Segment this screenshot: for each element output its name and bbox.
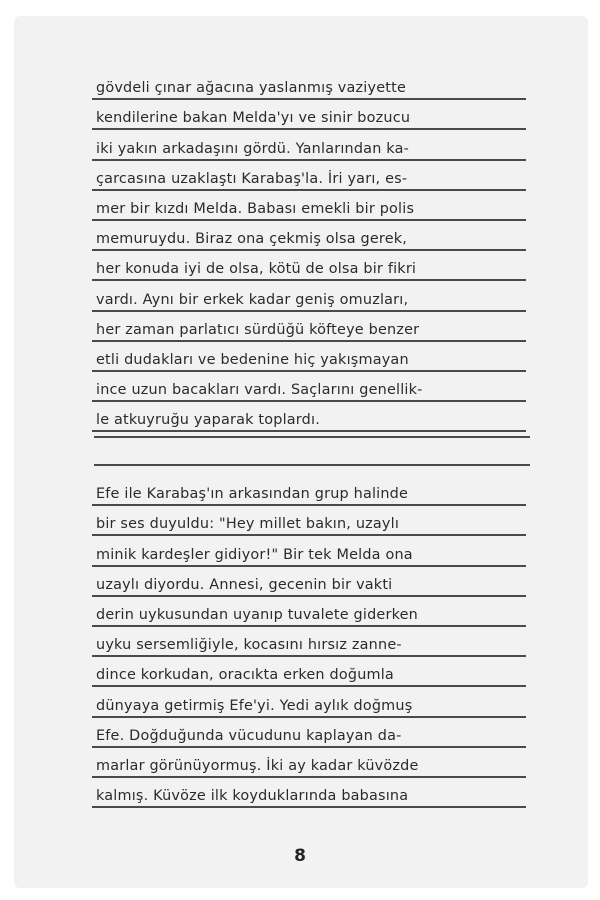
underline-rule	[92, 625, 526, 627]
underline-rule	[92, 746, 526, 748]
text-line	[78, 344, 526, 374]
line-text: çarcasına uzaklaştı Karabaş'la. İri yarı, es-	[96, 170, 408, 187]
text-line	[78, 374, 526, 404]
text-line	[78, 780, 526, 810]
underline-rule	[92, 279, 526, 281]
line-text: dince korkudan, oracıkta erken doğumla	[96, 667, 394, 684]
text-line	[78, 163, 526, 193]
text-line	[78, 720, 526, 750]
line-text: kalmış. Küvöze ilk koyduklarında babasına	[96, 788, 409, 805]
text-line	[78, 132, 526, 162]
underline-rule	[92, 534, 526, 536]
text-line	[78, 102, 526, 132]
text-line	[78, 478, 526, 508]
underline-rule	[92, 685, 526, 687]
line-text: iki yakın arkadaşını gördü. Yanlarından ka-	[96, 140, 409, 157]
line-text: her zaman parlatıcı sürdüğü köfteye benzer	[96, 321, 420, 338]
text-line	[78, 750, 526, 780]
text-line	[78, 404, 526, 434]
text-line	[78, 223, 526, 253]
underline-rule	[92, 655, 526, 657]
line-text: ince uzun bacakları vardı. Saçlarını genellik-	[96, 382, 423, 399]
underline-rule	[92, 189, 526, 191]
underline-rule	[92, 249, 526, 251]
page-number: 8	[294, 846, 306, 866]
underline-rule	[92, 159, 526, 161]
underline-rule	[92, 430, 526, 432]
line-text: her konuda iyi de olsa, kötü de olsa bir fikri	[96, 261, 417, 278]
line-text: memuruydu. Biraz ona çekmiş olsa gerek,	[96, 231, 408, 248]
underline-rule	[92, 806, 526, 808]
line-text: Efe ile Karabaş'ın arkasından grup halinde	[96, 486, 409, 503]
line-text: bir ses duyuldu: "Hey millet bakın, uzaylı	[96, 516, 400, 533]
text-line	[78, 283, 526, 313]
line-text: Efe. Doğduğunda vücudunu kaplayan da-	[96, 727, 402, 744]
text-line	[78, 599, 526, 629]
text-line	[78, 193, 526, 223]
underline-rule	[92, 340, 526, 342]
line-text: gövdeli çınar ağacına yaslanmış vaziyette	[96, 80, 407, 97]
line-text: etli dudakları ve bedenine hiç yakışmayan	[96, 351, 409, 368]
blank-rule-line	[94, 464, 530, 466]
underline-rule	[92, 716, 526, 718]
line-text: marlar görünüyormuş. İki ay kadar küvözde	[96, 757, 419, 774]
underline-rule	[92, 98, 526, 100]
paragraph-2	[78, 478, 526, 810]
text-line	[78, 253, 526, 283]
underline-rule	[92, 504, 526, 506]
text-line	[78, 629, 526, 659]
line-text: dünyaya getirmiş Efe'yi. Yedi aylık doğmuş	[96, 697, 413, 714]
text-line	[78, 689, 526, 719]
blank-rule-line	[94, 436, 530, 438]
line-text: mer bir kızdı Melda. Babası emekli bir polis	[96, 200, 415, 217]
underline-rule	[92, 776, 526, 778]
underline-rule	[92, 219, 526, 221]
text-line	[78, 72, 526, 102]
underline-rule	[92, 370, 526, 372]
line-text: minik kardeşler gidiyor!" Bir tek Melda ona	[96, 546, 413, 563]
line-text: uyku sersemliğiyle, kocasını hırsız zanne-	[96, 637, 402, 654]
line-text: derin uykusundan uyanıp tuvalete giderken	[96, 606, 418, 623]
line-text: vardı. Aynı bir erkek kadar geniş omuzları,	[96, 291, 409, 308]
text-line	[78, 508, 526, 538]
underline-rule	[92, 128, 526, 130]
text-line	[78, 569, 526, 599]
line-text: le atkuyruğu yaparak toplardı.	[96, 412, 320, 429]
text-line	[78, 659, 526, 689]
text-line	[78, 314, 526, 344]
underline-rule	[92, 400, 526, 402]
underline-rule	[92, 595, 526, 597]
underline-rule	[92, 565, 526, 567]
paragraph-1	[78, 72, 526, 434]
line-text: uzaylı diyordu. Annesi, gecenin bir vakti	[96, 576, 393, 593]
text-line	[78, 538, 526, 568]
line-text: kendilerine bakan Melda'yı ve sinir bozucu	[96, 110, 411, 127]
underline-rule	[92, 310, 526, 312]
